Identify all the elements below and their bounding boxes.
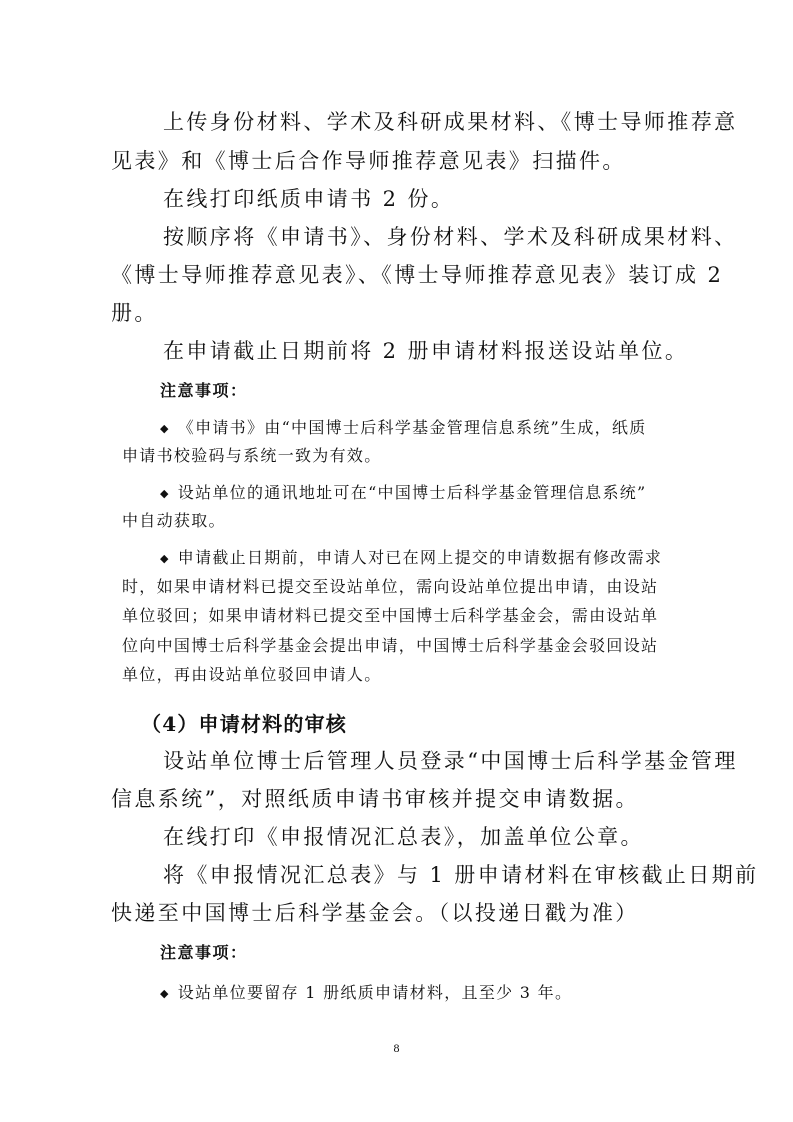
note-item-3-line5: 单位，再由设站单位驳回申请人。 xyxy=(122,665,382,684)
bind-paragraph-line3: 册。 xyxy=(111,301,158,325)
note-item-2 xyxy=(160,480,647,503)
diamond-bullet-icon: ◆ xyxy=(160,987,170,1000)
page-number: 8 xyxy=(393,1041,400,1055)
note-item-1 xyxy=(160,415,647,438)
upload-paragraph-line2: 见表》和《博士后合作导师推荐意见表》扫描件。 xyxy=(111,149,626,173)
diamond-bullet-icon: ◆ xyxy=(160,487,170,500)
upload-paragraph-line1: 上传身份材料、学术及科研成果材料、《博士导师推荐意 xyxy=(163,110,738,134)
bind-paragraph-line2: 《博士导师推荐意见表》、《博士导师推荐意见表》装订成 2 xyxy=(111,263,724,287)
print-summary-paragraph: 在线打印《申报情况汇总表》，加盖单位公章。 xyxy=(163,825,644,849)
note-2-item-1-text: 设站单位要留存 1 册纸质申请材料，且至少 3 年。 xyxy=(177,983,573,1002)
note-item-1-line2: 申请书校验码与系统一致为有效。 xyxy=(122,446,382,465)
section-4-heading: （4）申请材料的审核 xyxy=(141,712,347,736)
diamond-bullet-icon: ◆ xyxy=(160,552,170,565)
note-item-3-line3: 单位驳回；如果申请材料已提交至中国博士后科学基金会，需由设站单 xyxy=(122,606,659,625)
notes-2-title: 注意事项： xyxy=(160,943,248,962)
note-item-3-text: 申请截止日期前，申请人对已在网上提交的申请数据有修改需求 xyxy=(177,548,663,567)
note-item-2-line2: 中自动获取。 xyxy=(122,511,226,530)
bind-paragraph-line1: 按顺序将《申请书》、身份材料、学术及科研成果材料、 xyxy=(163,225,738,249)
notes-title: 注意事项： xyxy=(160,381,248,400)
submit-paragraph: 在申请截止日期前将 2 册申请材料报送设站单位。 xyxy=(163,339,689,363)
mail-paragraph-line2: 快递至中国博士后科学基金会。（以投递日戳为准） xyxy=(111,901,639,925)
note-2-item-1 xyxy=(160,980,572,1003)
mail-paragraph-line1: 将《申报情况汇总表》与 1 册申请材料在审核截止日期前 xyxy=(163,863,759,887)
note-item-2-text: 设站单位的通讯地址可在“中国博士后科学基金管理信息系统” xyxy=(177,483,647,502)
note-item-3-line4: 位向中国博士后科学基金会提出申请，中国博士后科学基金会驳回设站 xyxy=(122,636,659,655)
note-item-3-line2: 时，如果申请材料已提交至设站单位，需向设站单位提出申请，由设站 xyxy=(122,577,659,596)
print-paragraph: 在线打印纸质申请书 2 份。 xyxy=(163,187,455,211)
note-item-3 xyxy=(160,545,662,568)
review-paragraph-line2: 信息系统”，对照纸质申请书审核并提交申请数据。 xyxy=(111,787,639,811)
review-paragraph-line1: 设站单位博士后管理人员登录“中国博士后科学基金管理 xyxy=(163,749,738,773)
note-item-1-text: 《申请书》由“中国博士后科学基金管理信息系统”生成，纸质 xyxy=(177,418,647,437)
diamond-bullet-icon: ◆ xyxy=(160,422,170,435)
